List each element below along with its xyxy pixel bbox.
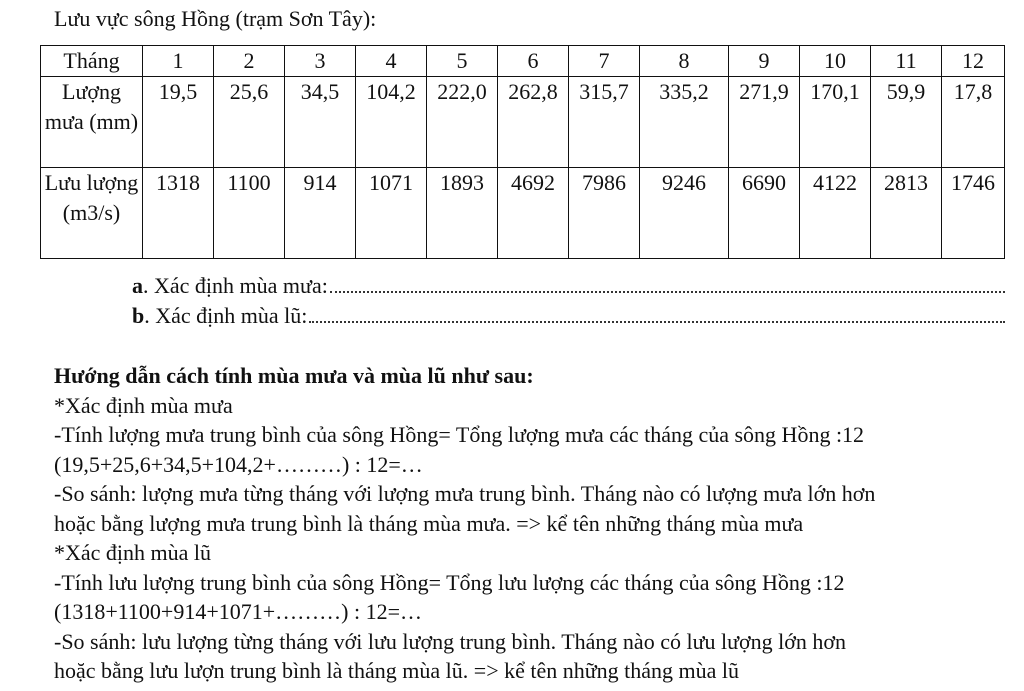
discharge-cell: 914 bbox=[285, 168, 356, 259]
table-header-cell: 5 bbox=[427, 46, 498, 77]
rainfall-cell: 315,7 bbox=[569, 77, 640, 168]
discharge-cell: 6690 bbox=[729, 168, 800, 259]
guide-line: -So sánh: lượng mưa từng tháng với lượng mưa trung bình. Tháng nào có lượng mưa lớn hơn bbox=[54, 481, 876, 506]
discharge-cell: 9246 bbox=[640, 168, 729, 259]
question-b bbox=[132, 302, 1005, 330]
table-row-discharge bbox=[41, 168, 1005, 259]
table-header-cell: 9 bbox=[729, 46, 800, 77]
table-header-cell: Tháng bbox=[41, 46, 143, 77]
question-b-answer-line[interactable] bbox=[309, 303, 1005, 323]
rainfall-cell: 17,8 bbox=[942, 77, 1005, 168]
guide-line: (19,5+25,6+34,5+104,2+………) : 12=… bbox=[54, 451, 423, 477]
table-header-cell: 12 bbox=[942, 46, 1005, 77]
rainfall-cell: 59,9 bbox=[871, 77, 942, 168]
rainfall-cell: 271,9 bbox=[729, 77, 800, 168]
discharge-cell: 1746 bbox=[942, 168, 1005, 259]
guide-line: *Xác định mùa mưa bbox=[54, 392, 233, 418]
table-header-cell: 11 bbox=[871, 46, 942, 77]
rainfall-cell: 262,8 bbox=[498, 77, 569, 168]
guide-line: -Tính lưu lượng trung bình của sông Hồng= Tổng lưu lượng các tháng của sông Hồng :12 bbox=[54, 569, 845, 595]
discharge-cell: 1318 bbox=[143, 168, 214, 259]
question-b-letter: b bbox=[132, 303, 145, 328]
table-header-cell: 8 bbox=[640, 46, 729, 77]
guide-line: hoặc bằng lượng mưa trung bình là tháng mùa mưa. => kể tên những tháng mùa mưa bbox=[54, 510, 804, 536]
data-table bbox=[40, 45, 1005, 259]
table-header-cell: 6 bbox=[498, 46, 569, 77]
question-a-text: . Xác định mùa mưa: bbox=[143, 273, 328, 298]
rainfall-row-label: Lượng mưa (mm) bbox=[41, 77, 143, 168]
discharge-cell: 1100 bbox=[214, 168, 285, 259]
rainfall-cell: 104,2 bbox=[356, 77, 427, 168]
rainfall-cell: 335,2 bbox=[640, 77, 729, 168]
table-header-cell: 2 bbox=[214, 46, 285, 77]
guide-line: -Tính lượng mưa trung bình của sông Hồng= Tổng lượng mưa các tháng của sông Hồng :12 bbox=[54, 422, 865, 447]
page-title: Lưu vực sông Hồng (trạm Sơn Tây): bbox=[54, 6, 377, 31]
guide-heading: Hướng dẫn cách tính mùa mưa và mùa lũ như sau: bbox=[54, 363, 534, 388]
rainfall-cell: 34,5 bbox=[285, 77, 356, 168]
table-header-cell: 1 bbox=[143, 46, 214, 77]
table-header-cell: 10 bbox=[800, 46, 871, 77]
question-a-answer-line[interactable] bbox=[330, 273, 1005, 293]
discharge-cell: 1071 bbox=[356, 168, 427, 259]
rainfall-cell: 25,6 bbox=[214, 77, 285, 168]
table-header-row bbox=[41, 46, 1005, 77]
discharge-cell: 7986 bbox=[569, 168, 640, 259]
guide-line: hoặc bằng lưu lượn trung bình là tháng mùa lũ. => kể tên những tháng mùa lũ bbox=[54, 658, 740, 683]
question-a-letter: a bbox=[132, 273, 143, 298]
table-header-cell: 7 bbox=[569, 46, 640, 77]
guide-line: *Xác định mùa lũ bbox=[54, 540, 212, 565]
table-row-rainfall bbox=[41, 77, 1005, 168]
rainfall-cell: 19,5 bbox=[143, 77, 214, 168]
discharge-cell: 4692 bbox=[498, 168, 569, 259]
question-b-text: . Xác định mùa lũ: bbox=[144, 303, 308, 328]
discharge-cell: 2813 bbox=[871, 168, 942, 259]
guide-section bbox=[54, 361, 1024, 686]
table-header-cell: 3 bbox=[285, 46, 356, 77]
question-a bbox=[132, 272, 1005, 300]
table-header-cell: 4 bbox=[356, 46, 427, 77]
rainfall-cell: 170,1 bbox=[800, 77, 871, 168]
rainfall-cell: 222,0 bbox=[427, 77, 498, 168]
discharge-cell: 4122 bbox=[800, 168, 871, 259]
guide-line: -So sánh: lưu lượng từng tháng với lưu lượng trung bình. Tháng nào có lưu lượng lớn hơn bbox=[54, 628, 847, 654]
discharge-row-label: Lưu lượng (m3/s) bbox=[41, 168, 143, 259]
guide-line: (1318+1100+914+1071+………) : 12=… bbox=[54, 599, 422, 624]
discharge-cell: 1893 bbox=[427, 168, 498, 259]
